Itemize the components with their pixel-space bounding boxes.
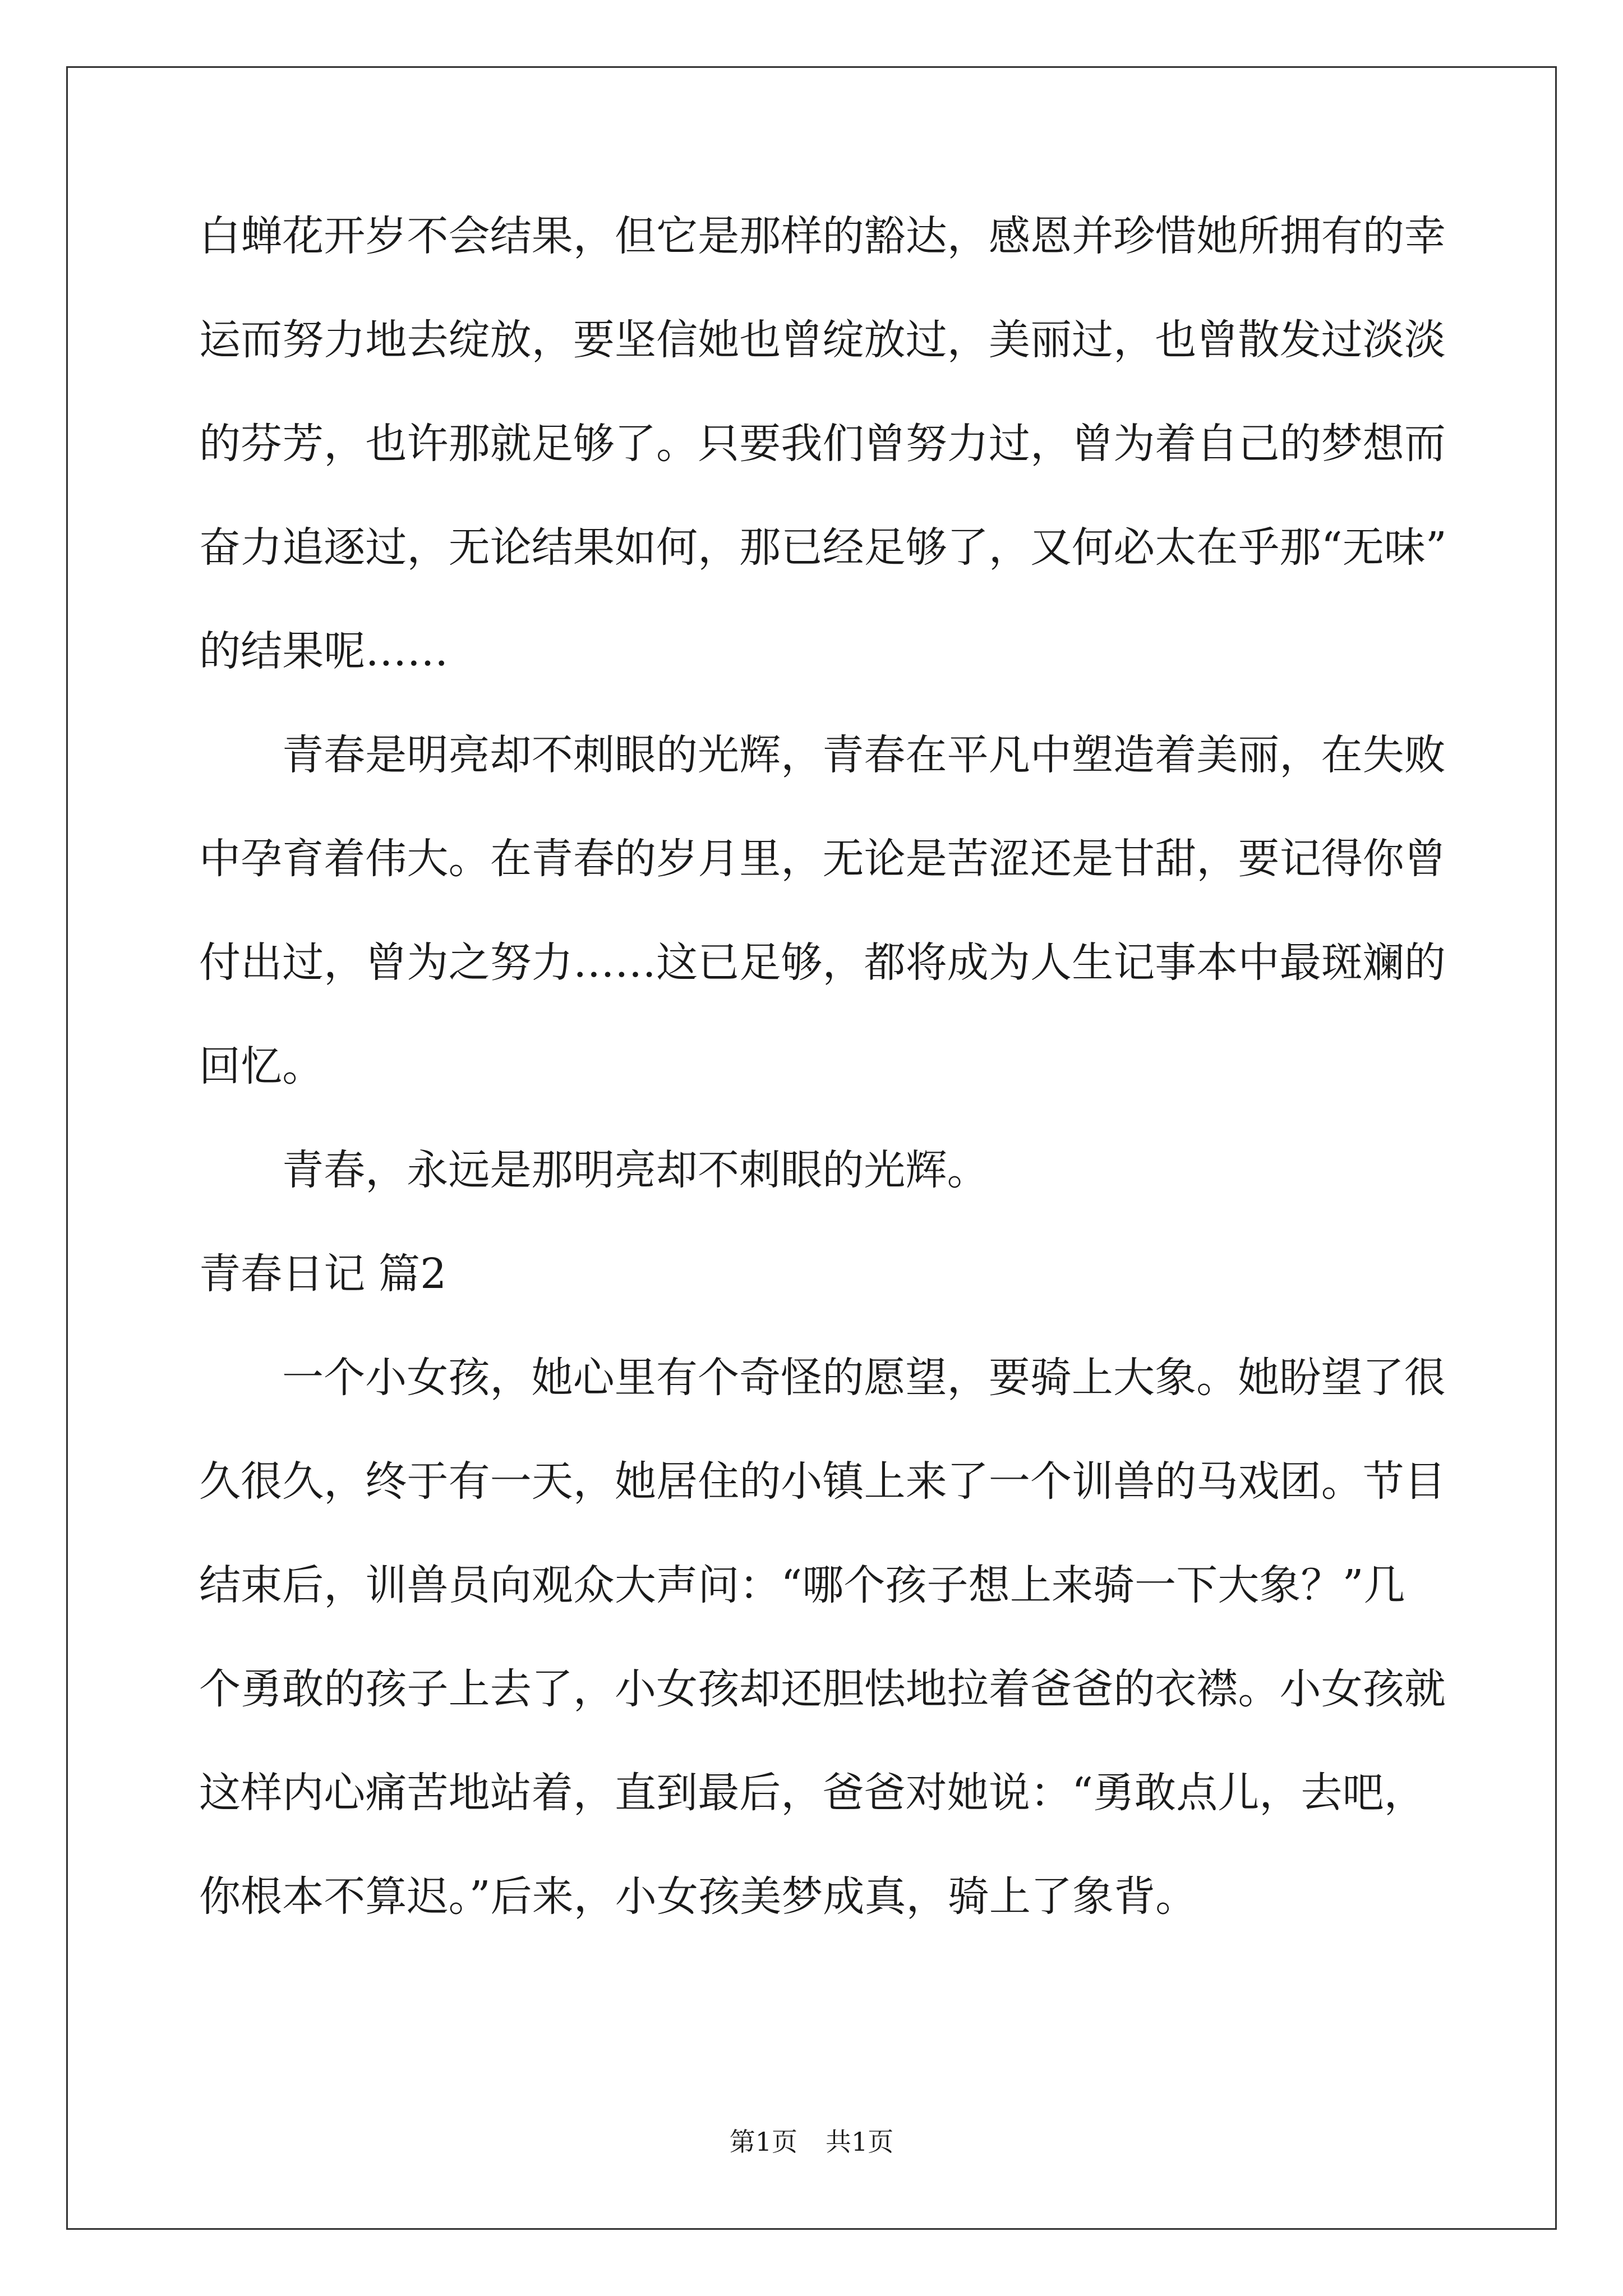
paragraph-line: 久很久，终于有一天，她居住的小镇上来了一个训兽的马戏团。节目 (199, 1457, 1446, 1506)
paragraph-line: 中孕育着伟大。在青春的岁月里，无论是苦涩还是甘甜，要记得你曾 (199, 835, 1446, 883)
paragraph-line: 个勇敢的孩子上去了，小女孩却还胆怯地拉着爸爸的衣襟。小女孩就 (199, 1665, 1446, 1713)
paragraph-line: 白蝉花开岁不会结果，但它是那样的豁达，感恩并珍惜她所拥有的幸 (199, 212, 1446, 260)
page-footer (0, 2126, 1623, 2157)
paragraph-line: 青春，永远是那明亮却不刺眼的光辉。 (282, 1146, 989, 1194)
paragraph-line: 你根本不算迟。”后来，小女孩美梦成真，骑上了象背。 (199, 1872, 1197, 1921)
document-body (199, 210, 1447, 1975)
section-heading: 青春日记 篇2 (199, 1250, 447, 1298)
paragraph-line: 的结果呢…… (199, 627, 449, 675)
paragraph-line: 奋力追逐过，无论结果如何，那已经足够了，又何必太在乎那“无味” (199, 523, 1447, 572)
paragraph-line: 结束后，训兽员向观众大声问：“哪个孩子想上来骑一下大象？”几 (199, 1561, 1405, 1609)
paragraph-line: 青春是明亮却不刺眼的光辉，青春在平凡中塑造着美丽，在失败 (282, 731, 1446, 779)
paragraph-line: 一个小女孩，她心里有个奇怪的愿望，要骑上大象。她盼望了很 (282, 1354, 1446, 1402)
page-total: 共1页 (826, 2127, 894, 2157)
page-number: 第1页 (729, 2127, 797, 2157)
paragraph-line: 的芬芳，也许那就足够了。只要我们曾努力过，曾为着自己的梦想而 (199, 420, 1446, 468)
paragraph-line: 回忆。 (199, 1042, 324, 1091)
paragraph-line: 付出过，曾为之努力……这已足够，都将成为人生记事本中最斑斓的 (199, 938, 1446, 987)
paragraph-line: 这样内心痛苦地站着，直到最后，爸爸对她说：“勇敢点儿，去吧， (199, 1769, 1426, 1817)
paragraph-line: 运而努力地去绽放，要坚信她也曾绽放过，美丽过，也曾散发过淡淡 (199, 316, 1446, 364)
